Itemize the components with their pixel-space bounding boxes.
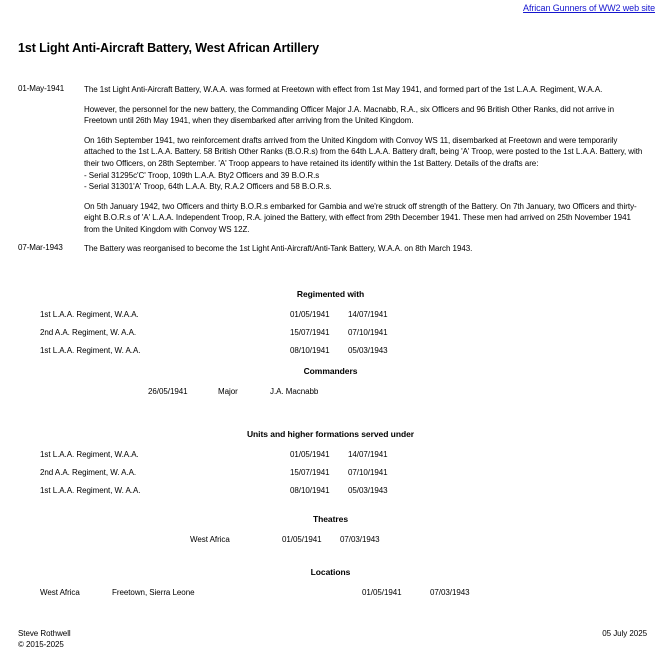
date-from: 08/10/1941: [290, 486, 330, 495]
entry-draft-serial: - Serial 31295c'C' Troop, 109th L.A.A. Bty2 Officers and 39 B.O.R.s: [84, 170, 320, 180]
narrative-entry: [18, 243, 643, 255]
table-row: [40, 588, 490, 597]
date-from: 15/07/1941: [290, 328, 330, 337]
section-heading: Regimented with: [296, 289, 365, 299]
section-theatres: [0, 514, 661, 544]
date-to: 05/03/1943: [348, 486, 388, 495]
date-from: 01/05/1941: [290, 310, 330, 319]
footer-date: 05 July 2025: [602, 629, 647, 638]
page-footer: [18, 628, 647, 650]
locations-table: [40, 588, 490, 597]
commanders-table: [148, 387, 410, 396]
theatres-table: [190, 535, 400, 544]
section-heading: Units and higher formations served under: [246, 429, 415, 439]
entry-paragraph: On 16th September 1941, two reinforcement drafts arrived from the United Kingdom with Convoy WS 11, disembarked at Freetown and were temporarily attached to the 1st L.A.A. Battery. 58 British Other Ranks (B.O.R.s) from the 64th L.A.A. Battery draft, being 'A' Troop, were posted to the 1st L.A.A. Battery, with their two Officers, on 28th September. 'A' Troop appears to have retained its identify within the 1st Battery. Details of the drafts are:: [84, 135, 643, 168]
date-from: 01/05/1941: [362, 588, 402, 597]
african-gunners-site-link[interactable]: African Gunners of WW2 web site: [523, 3, 655, 13]
entry-body: [84, 243, 643, 255]
table-row: [40, 310, 408, 328]
entry-date: 07-Mar-1943: [18, 242, 63, 252]
site-header: [523, 3, 655, 13]
commander-date: 26/05/1941: [148, 387, 188, 396]
location-theatre: West Africa: [40, 588, 80, 597]
regimented-with-table: [40, 310, 408, 355]
date-from: 15/07/1941: [290, 468, 330, 477]
page-title: 1st Light Anti-Aircraft Battery, West African Artillery: [18, 41, 320, 56]
section-heading: Locations: [310, 567, 351, 577]
entry-body: [84, 84, 643, 236]
section-locations: [0, 567, 661, 597]
date-to: 14/07/1941: [348, 310, 388, 319]
section-heading: Commanders: [303, 366, 358, 376]
commander-rank: Major: [218, 387, 238, 396]
narrative-section: [18, 84, 643, 261]
entry-date: 01-May-1941: [18, 84, 65, 93]
footer-left: [18, 628, 71, 650]
entry-paragraph: However, the personnel for the new battery, the Commanding Officer Major J.A. Macnabb, R.A., six Officers and 96 British Other Ranks, did not arrive in Freetown until 26th May 1941, when they disembarked after arriving from the United Kingdom.: [84, 104, 615, 126]
entry-paragraph: The Battery was reorganised to become the 1st Light Anti-Aircraft/Anti-Tank Battery, W.A.A. on 8th March 1943.: [84, 243, 473, 253]
date-to: 14/07/1941: [348, 450, 388, 459]
section-commanders: [0, 366, 661, 396]
table-row: [40, 450, 408, 468]
unit-name: 2nd A.A. Regiment, W. A.A.: [40, 468, 137, 477]
date-to: 07/03/1943: [430, 588, 470, 597]
section-units-served-under: [0, 429, 661, 495]
narrative-entry: [18, 84, 643, 236]
unit-name: 1st L.A.A. Regiment, W.A.A.: [40, 310, 139, 319]
entry-draft-serial: - Serial 31301'A' Troop, 64th L.A.A. Bty, R.A.2 Officers and 58 B.O.R.s.: [84, 182, 332, 192]
theatre-name: West Africa: [190, 535, 230, 544]
commander-name: J.A. Macnabb: [270, 387, 319, 396]
date-from: 08/10/1941: [290, 346, 330, 355]
date-from: 01/05/1941: [282, 535, 322, 544]
date-to: 07/10/1941: [348, 328, 388, 337]
unit-name: 2nd A.A. Regiment, W. A.A.: [40, 328, 137, 337]
table-row: [40, 328, 408, 346]
unit-name: 1st L.A.A. Regiment, W. A.A.: [40, 486, 141, 495]
table-row: [148, 387, 410, 396]
date-to: 07/03/1943: [340, 535, 380, 544]
date-from: 01/05/1941: [290, 450, 330, 459]
location-place: Freetown, Sierra Leone: [112, 588, 195, 597]
table-row: [190, 535, 400, 544]
footer-author: Steve Rothwell: [18, 629, 71, 638]
units-served-under-table: [40, 450, 408, 495]
section-regimented-with: [0, 289, 661, 355]
footer-copyright: © 2015-2025: [18, 640, 64, 649]
table-row: [40, 486, 408, 495]
entry-paragraph: The 1st Light Anti-Aircraft Battery, W.A.A. was formed at Freetown with effect from 1st May 1941, and formed part of the 1st L.A.A. Regiment, W.A.A.: [84, 85, 603, 94]
entry-paragraph: On 5th January 1942, two Officers and thirty B.O.R.s embarked for Gambia and we're struck off strength of the Battery. On 7th January, two Officers and thirty-eight B.O.R.s of 'A' L.A.A. Independent Troop, R.A. joined the Battery, with effect from 29th December 1941. These men had arrived on 25th November 1941 from the United Kingdom with Convoy WS 12Z.: [84, 201, 637, 234]
table-row: [40, 346, 408, 355]
section-heading: Theatres: [312, 514, 349, 524]
date-to: 05/03/1943: [348, 346, 388, 355]
date-to: 07/10/1941: [348, 468, 388, 477]
unit-name: 1st L.A.A. Regiment, W. A.A.: [40, 346, 141, 355]
table-row: [40, 468, 408, 486]
unit-name: 1st L.A.A. Regiment, W.A.A.: [40, 450, 139, 459]
